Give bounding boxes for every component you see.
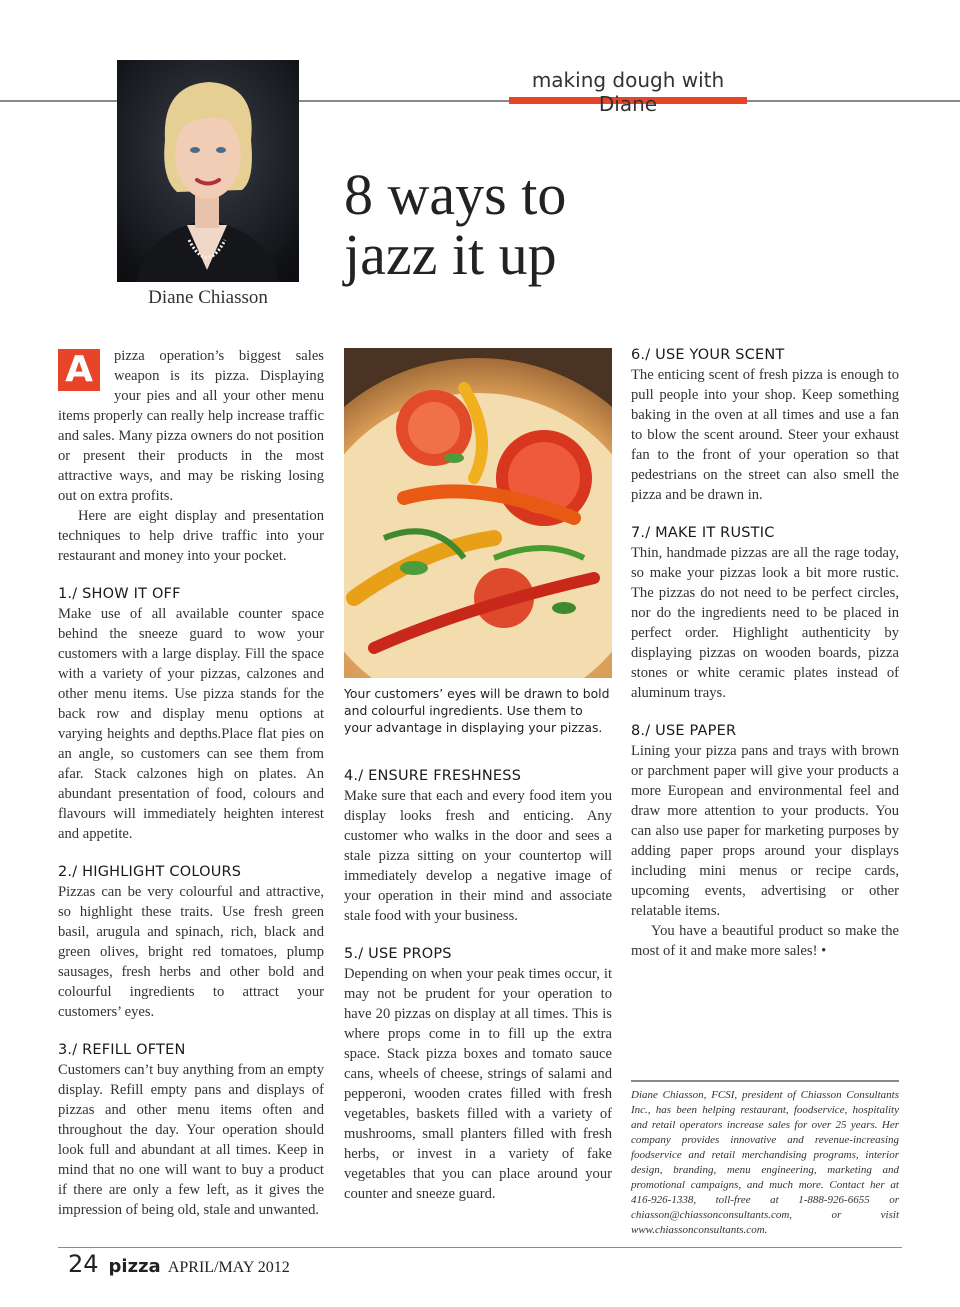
section-body-5: Depending on when your peak times occur, it may not be prudent for your operation to have 20 pizzas on display at all times. This is where props come in to fill up the extra space. Stack pizza boxes and tomato sauce cans, wheels of cheese, strings of salami and pepperoni, wooden crates filled with fresh vegetables, baskets filled with a variety of mushrooms, small planters filled with fresh herbs, or invest in a variety of fake vegetables that you can place around your counter and sneeze guard. [344,966,612,1202]
bio-rule [631,1080,899,1082]
closing-paragraph: You have a beautiful product so make the most of it and make more sales! • [631,923,899,959]
section-heading-4: 4./ ENSURE FRESHNESS [344,768,522,784]
section-heading-7: 7./ MAKE IT RUSTIC [631,525,775,541]
section-body-2: Pizzas can be very colourful and attractive, so highlight these traits. Use fresh green basil, arugula and spinach, rich, black and green olives, bright red tomatoes, plump sausages, fresh herbs and other bold and colourful ingredients to attract your customers’ eyes. [58,884,324,1020]
issue-date: APRIL/MAY 2012 [167,1259,290,1276]
section-heading-1: 1./ SHOW IT OFF [58,586,181,602]
author-photo [117,60,299,282]
section-heading-5: 5./ USE PROPS [344,946,452,962]
column-name: making dough with Diane [531,68,725,116]
page-number: 24 [68,1250,99,1278]
footer [68,1250,290,1278]
pizza-photo [344,348,612,678]
footer-rule [58,1247,902,1248]
dropcap: A [58,349,100,391]
section-body-3: Customers can’t buy anything from an empty display. Refill empty pans and displays of pizzas and other menu items often and throughout the day. Your operation should look full and abundant at all times. Keep in mind that no one will want to buy a product if there are only a few left, as it gives the impression of being old, stale and unwanted. [58,1062,324,1218]
section-heading-6: 6./ USE YOUR SCENT [631,347,785,363]
section-body-6: The enticing scent of fresh pizza is enough to pull people into your shop. Keep something baking in the oven at all times and use a fan to blow the scent around. Steer your exhaust fan to the front of your operation so that pedestrians on the street can also smell the pizza and be drawn in. [631,367,899,503]
author-bio: Diane Chiasson, FCSI, president of Chiasson Consultants Inc., has been helping restaurant, foodservice, hospitality and retail operators increase sales for over 25 years. Her company provides innovative and revenue-increasing foodservice and retail merchandising programs, interior design, branding, menu engineering, marketing and promotional campaigns, and much more. Contact her at 416-926-1338, toll-free at 1-888-926-6655 or chiasson@chiassonconsultants.com, or visit www.chiassonconsultants.com. [631,1089,899,1236]
section-body-8: Lining your pizza pans and trays with brown or parchment paper will give your products a more European and environmental feel and draw more attention to your products. You can also use paper for marketing purposes by adding paper props around your displays including mini menus or recipe cards, upcoming events, advertising or other relatable items. [631,743,899,919]
headline-line-1: 8 ways to [344,162,567,227]
image-caption: Your customers’ eyes will be drawn to bold and colourful ingredients. Use them to your advantage in displaying your pizzas. [344,686,610,735]
section-heading-2: 2./ HIGHLIGHT COLOURS [58,864,242,880]
section-body-7: Thin, handmade pizzas are all the rage today, so make your pizzas look a bit more rustic. The pizzas do not need to be perfect circles, nor do the ingredients need to be placed in perfect order. Highlight authenticity by displaying pizzas on wooden boards, pizza stones or white ceramic plates instead of aluminum trays. [631,545,899,701]
column-1 [58,346,324,1220]
magazine-name: pizza [108,1256,161,1277]
column-3 [631,345,899,961]
author-photo-caption: Diane Chiasson [148,287,268,308]
intro-paragraph-2: Here are eight display and presentation techniques to help drive traffic into your restaurant and money into your pocket. [58,508,324,564]
section-heading-8: 8./ USE PAPER [631,723,737,739]
headline-line-2: jazz it up [344,222,557,287]
section-body-4: Make sure that each and every food item you display looks fresh and enticing. Any customer who walks in the door and sees a stale pizza sitting on your countertop will immediately develop a negative image of your operation in their mind and associate stale food with your business. [344,788,612,924]
section-body-1: Make use of all available counter space behind the sneeze guard to wow your customers with a large display. Fill the space with a variety of your pizzas, calzones and other menu items. Use pizza stands for the back row and display menu options at varying heights and depths.Place flat pies on an angle, so customers can see them from afar. Stack calzones high on plates. An abundant presentation of food, colours and flavours will immediately heighten interest and appetite. [58,606,324,842]
headline [344,162,567,287]
section-heading-3: 3./ REFILL OFTEN [58,1042,186,1058]
intro-paragraph: pizza operation’s biggest sales weapon is its pizza. Displaying your pies and all your other menu items properly can really help increase traffic and sales. Many pizza owners do not position or present their products in the most attractive ways, and may be risking losing out on extra profits. [58,348,324,504]
column-2 [344,766,612,1204]
